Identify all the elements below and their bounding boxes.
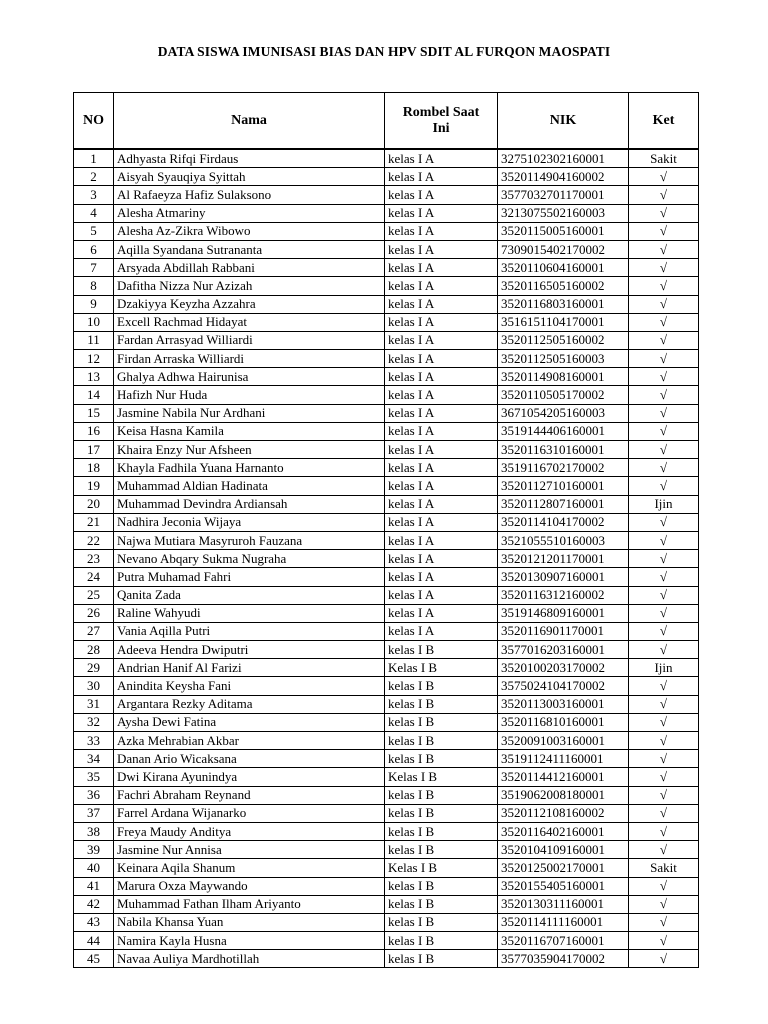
cell-ket: √ bbox=[629, 841, 699, 859]
cell-ket: √ bbox=[629, 932, 699, 950]
cell-rombel: kelas I B bbox=[385, 895, 498, 913]
table-row bbox=[74, 186, 699, 204]
cell-rombel: Kelas I B bbox=[385, 768, 498, 786]
cell-ket: √ bbox=[629, 677, 699, 695]
cell-no: 24 bbox=[74, 568, 114, 586]
table-row bbox=[74, 932, 699, 950]
cell-nik: 3520100203170002 bbox=[498, 659, 629, 677]
cell-no: 32 bbox=[74, 713, 114, 731]
table-row bbox=[74, 259, 699, 277]
table-row bbox=[74, 350, 699, 368]
cell-no: 20 bbox=[74, 495, 114, 513]
cell-nik: 3520116707160001 bbox=[498, 932, 629, 950]
cell-nama: Aysha Dewi Fatina bbox=[114, 713, 385, 731]
cell-no: 35 bbox=[74, 768, 114, 786]
table-row bbox=[74, 149, 699, 168]
cell-ket: √ bbox=[629, 204, 699, 222]
cell-rombel: kelas I B bbox=[385, 713, 498, 731]
cell-no: 18 bbox=[74, 459, 114, 477]
header-ket: Ket bbox=[629, 93, 699, 150]
cell-no: 22 bbox=[74, 531, 114, 549]
cell-ket: √ bbox=[629, 350, 699, 368]
cell-ket: √ bbox=[629, 477, 699, 495]
cell-no: 13 bbox=[74, 368, 114, 386]
cell-rombel: kelas I B bbox=[385, 913, 498, 931]
cell-no: 45 bbox=[74, 950, 114, 968]
cell-nama: Dzakiyya Keyzha Azzahra bbox=[114, 295, 385, 313]
cell-nik: 3520104109160001 bbox=[498, 841, 629, 859]
cell-no: 10 bbox=[74, 313, 114, 331]
cell-rombel: Kelas I B bbox=[385, 859, 498, 877]
cell-no: 27 bbox=[74, 622, 114, 640]
cell-nik: 3520112108160002 bbox=[498, 804, 629, 822]
cell-nik: 7309015402170002 bbox=[498, 240, 629, 258]
cell-ket: √ bbox=[629, 186, 699, 204]
cell-rombel: kelas I A bbox=[385, 495, 498, 513]
cell-no: 30 bbox=[74, 677, 114, 695]
table-body bbox=[74, 149, 699, 968]
cell-nama: Freya Maudy Anditya bbox=[114, 822, 385, 840]
cell-nama: Alesha Az-Zikra Wibowo bbox=[114, 222, 385, 240]
cell-no: 43 bbox=[74, 913, 114, 931]
table-row bbox=[74, 386, 699, 404]
cell-nik: 3520125002170001 bbox=[498, 859, 629, 877]
cell-rombel: kelas I B bbox=[385, 877, 498, 895]
header-no: NO bbox=[74, 93, 114, 150]
cell-no: 11 bbox=[74, 331, 114, 349]
cell-rombel: kelas I B bbox=[385, 841, 498, 859]
cell-nik: 3577016203160001 bbox=[498, 641, 629, 659]
cell-nama: Nabila Khansa Yuan bbox=[114, 913, 385, 931]
cell-nama: Jasmine Nabila Nur Ardhani bbox=[114, 404, 385, 422]
table-row bbox=[74, 331, 699, 349]
table-row bbox=[74, 713, 699, 731]
table-row bbox=[74, 622, 699, 640]
table-row bbox=[74, 295, 699, 313]
cell-ket: √ bbox=[629, 259, 699, 277]
cell-nama: Ghalya Adhwa Hairunisa bbox=[114, 368, 385, 386]
cell-ket: √ bbox=[629, 531, 699, 549]
student-table bbox=[73, 92, 699, 968]
cell-no: 39 bbox=[74, 841, 114, 859]
cell-rombel: Kelas I B bbox=[385, 659, 498, 677]
cell-nik: 3520113003160001 bbox=[498, 695, 629, 713]
cell-ket: √ bbox=[629, 240, 699, 258]
cell-nik: 3520112505160003 bbox=[498, 350, 629, 368]
cell-nama: Aisyah Syauqiya Syittah bbox=[114, 168, 385, 186]
table-row bbox=[74, 550, 699, 568]
table-row bbox=[74, 240, 699, 258]
cell-no: 4 bbox=[74, 204, 114, 222]
table-row bbox=[74, 859, 699, 877]
cell-rombel: kelas I A bbox=[385, 550, 498, 568]
cell-ket: √ bbox=[629, 641, 699, 659]
cell-nama: Nadhira Jeconia Wijaya bbox=[114, 513, 385, 531]
cell-nama: Qanita Zada bbox=[114, 586, 385, 604]
cell-rombel: kelas I A bbox=[385, 586, 498, 604]
cell-nama: Keinara Aqila Shanum bbox=[114, 859, 385, 877]
cell-rombel: kelas I A bbox=[385, 277, 498, 295]
cell-rombel: kelas I A bbox=[385, 622, 498, 640]
cell-no: 2 bbox=[74, 168, 114, 186]
cell-nama: Khayla Fadhila Yuana Harnanto bbox=[114, 459, 385, 477]
cell-nama: Dafitha Nizza Nur Azizah bbox=[114, 277, 385, 295]
cell-no: 28 bbox=[74, 641, 114, 659]
cell-rombel: kelas I B bbox=[385, 786, 498, 804]
cell-no: 36 bbox=[74, 786, 114, 804]
cell-no: 41 bbox=[74, 877, 114, 895]
cell-nama: Aqilla Syandana Sutrananta bbox=[114, 240, 385, 258]
cell-nik: 3519116702170002 bbox=[498, 459, 629, 477]
cell-nama: Nevano Abqary Sukma Nugraha bbox=[114, 550, 385, 568]
cell-no: 21 bbox=[74, 513, 114, 531]
cell-no: 16 bbox=[74, 422, 114, 440]
table-row bbox=[74, 895, 699, 913]
cell-rombel: kelas I A bbox=[385, 186, 498, 204]
cell-nama: Adeeva Hendra Dwiputri bbox=[114, 641, 385, 659]
cell-nik: 3519146809160001 bbox=[498, 604, 629, 622]
table-header-row bbox=[74, 93, 699, 150]
cell-no: 7 bbox=[74, 259, 114, 277]
cell-ket: √ bbox=[629, 295, 699, 313]
cell-ket: √ bbox=[629, 386, 699, 404]
cell-ket: √ bbox=[629, 913, 699, 931]
cell-ket: √ bbox=[629, 441, 699, 459]
cell-nik: 3520155405160001 bbox=[498, 877, 629, 895]
cell-no: 12 bbox=[74, 350, 114, 368]
table-row bbox=[74, 313, 699, 331]
cell-nik: 3519112411160001 bbox=[498, 750, 629, 768]
cell-no: 6 bbox=[74, 240, 114, 258]
cell-nik: 3520114104170002 bbox=[498, 513, 629, 531]
cell-nama: Danan Ario Wicaksana bbox=[114, 750, 385, 768]
cell-nik: 3520114412160001 bbox=[498, 768, 629, 786]
table-row bbox=[74, 695, 699, 713]
cell-no: 42 bbox=[74, 895, 114, 913]
table-row bbox=[74, 804, 699, 822]
cell-rombel: kelas I B bbox=[385, 677, 498, 695]
cell-nik: 3213075502160003 bbox=[498, 204, 629, 222]
table-row bbox=[74, 495, 699, 513]
cell-rombel: kelas I A bbox=[385, 222, 498, 240]
cell-nik: 3520112807160001 bbox=[498, 495, 629, 513]
cell-no: 3 bbox=[74, 186, 114, 204]
cell-rombel: kelas I B bbox=[385, 750, 498, 768]
cell-nik: 3520121201170001 bbox=[498, 550, 629, 568]
cell-nama: Muhammad Fathan Ilham Ariyanto bbox=[114, 895, 385, 913]
cell-ket: √ bbox=[629, 459, 699, 477]
cell-nik: 3520130907160001 bbox=[498, 568, 629, 586]
cell-nama: Arsyada Abdillah Rabbani bbox=[114, 259, 385, 277]
cell-ket: √ bbox=[629, 822, 699, 840]
cell-rombel: kelas I A bbox=[385, 168, 498, 186]
cell-ket: √ bbox=[629, 168, 699, 186]
cell-nik: 3520114904160002 bbox=[498, 168, 629, 186]
cell-rombel: kelas I A bbox=[385, 350, 498, 368]
table-row bbox=[74, 822, 699, 840]
cell-rombel: kelas I B bbox=[385, 641, 498, 659]
cell-nik: 3520112710160001 bbox=[498, 477, 629, 495]
cell-rombel: kelas I A bbox=[385, 295, 498, 313]
cell-nama: Muhammad Aldian Hadinata bbox=[114, 477, 385, 495]
header-nama: Nama bbox=[114, 93, 385, 150]
cell-nama: Azka Mehrabian Akbar bbox=[114, 732, 385, 750]
cell-nama: Muhammad Devindra Ardiansah bbox=[114, 495, 385, 513]
cell-nama: Keisa Hasna Kamila bbox=[114, 422, 385, 440]
table-row bbox=[74, 913, 699, 931]
cell-nik: 3520091003160001 bbox=[498, 732, 629, 750]
cell-rombel: kelas I A bbox=[385, 204, 498, 222]
cell-ket: √ bbox=[629, 331, 699, 349]
cell-nik: 3520114111160001 bbox=[498, 913, 629, 931]
cell-no: 5 bbox=[74, 222, 114, 240]
cell-nik: 3519144406160001 bbox=[498, 422, 629, 440]
header-rombel: Rombel Saat Ini bbox=[385, 93, 498, 150]
cell-nama: Najwa Mutiara Masyruroh Fauzana bbox=[114, 531, 385, 549]
cell-nik: 3520110505170002 bbox=[498, 386, 629, 404]
cell-rombel: kelas I A bbox=[385, 422, 498, 440]
cell-rombel: kelas I B bbox=[385, 695, 498, 713]
cell-ket: √ bbox=[629, 404, 699, 422]
cell-nama: Namira Kayla Husna bbox=[114, 932, 385, 950]
cell-rombel: kelas I A bbox=[385, 604, 498, 622]
cell-ket: √ bbox=[629, 550, 699, 568]
cell-no: 17 bbox=[74, 441, 114, 459]
cell-no: 29 bbox=[74, 659, 114, 677]
table-row bbox=[74, 168, 699, 186]
cell-nik: 3520110604160001 bbox=[498, 259, 629, 277]
cell-ket: √ bbox=[629, 586, 699, 604]
table-row bbox=[74, 877, 699, 895]
table-row bbox=[74, 531, 699, 549]
cell-nik: 3520116310160001 bbox=[498, 441, 629, 459]
table-row bbox=[74, 586, 699, 604]
cell-nik: 3519062008180001 bbox=[498, 786, 629, 804]
cell-ket: Ijin bbox=[629, 659, 699, 677]
document-title: DATA SISWA IMUNISASI BIAS DAN HPV SDIT AL FURQON MAOSPATI bbox=[157, 44, 611, 59]
cell-rombel: kelas I A bbox=[385, 259, 498, 277]
cell-rombel: kelas I B bbox=[385, 950, 498, 968]
cell-nama: Fardan Arrasyad Williardi bbox=[114, 331, 385, 349]
cell-no: 8 bbox=[74, 277, 114, 295]
table-row bbox=[74, 768, 699, 786]
cell-no: 44 bbox=[74, 932, 114, 950]
cell-nik: 3521055510160003 bbox=[498, 531, 629, 549]
cell-no: 15 bbox=[74, 404, 114, 422]
cell-rombel: kelas I B bbox=[385, 822, 498, 840]
cell-no: 40 bbox=[74, 859, 114, 877]
table-row bbox=[74, 841, 699, 859]
table-row bbox=[74, 513, 699, 531]
cell-ket: √ bbox=[629, 732, 699, 750]
cell-rombel: kelas I B bbox=[385, 932, 498, 950]
cell-nama: Dwi Kirana Ayunindya bbox=[114, 768, 385, 786]
cell-ket: √ bbox=[629, 804, 699, 822]
cell-rombel: kelas I A bbox=[385, 531, 498, 549]
cell-rombel: kelas I A bbox=[385, 513, 498, 531]
cell-rombel: kelas I A bbox=[385, 331, 498, 349]
cell-rombel: kelas I A bbox=[385, 441, 498, 459]
table-row bbox=[74, 368, 699, 386]
cell-rombel: kelas I A bbox=[385, 459, 498, 477]
cell-nama: Firdan Arraska Williardi bbox=[114, 350, 385, 368]
cell-nama: Al Rafaeyza Hafiz Sulaksono bbox=[114, 186, 385, 204]
cell-no: 1 bbox=[74, 149, 114, 168]
cell-rombel: kelas I B bbox=[385, 804, 498, 822]
cell-nama: Marura Oxza Maywando bbox=[114, 877, 385, 895]
cell-no: 31 bbox=[74, 695, 114, 713]
cell-nik: 3520114908160001 bbox=[498, 368, 629, 386]
cell-ket: Ijin bbox=[629, 495, 699, 513]
cell-ket: √ bbox=[629, 713, 699, 731]
cell-nik: 3577032701170001 bbox=[498, 186, 629, 204]
cell-nama: Anindita Keysha Fani bbox=[114, 677, 385, 695]
cell-nik: 3520116312160002 bbox=[498, 586, 629, 604]
cell-ket: √ bbox=[629, 277, 699, 295]
cell-nama: Adhyasta Rifqi Firdaus bbox=[114, 149, 385, 168]
cell-nama: Argantara Rezky Aditama bbox=[114, 695, 385, 713]
cell-rombel: kelas I A bbox=[385, 404, 498, 422]
cell-no: 37 bbox=[74, 804, 114, 822]
cell-ket: √ bbox=[629, 622, 699, 640]
table-row bbox=[74, 786, 699, 804]
cell-ket: √ bbox=[629, 786, 699, 804]
table-row bbox=[74, 604, 699, 622]
table-row bbox=[74, 641, 699, 659]
cell-ket: √ bbox=[629, 368, 699, 386]
cell-no: 38 bbox=[74, 822, 114, 840]
cell-nik: 3520115005160001 bbox=[498, 222, 629, 240]
cell-rombel: kelas I A bbox=[385, 240, 498, 258]
cell-nama: Raline Wahyudi bbox=[114, 604, 385, 622]
cell-ket: √ bbox=[629, 695, 699, 713]
cell-ket: √ bbox=[629, 313, 699, 331]
table-row bbox=[74, 441, 699, 459]
cell-ket: √ bbox=[629, 877, 699, 895]
cell-no: 23 bbox=[74, 550, 114, 568]
cell-ket: √ bbox=[629, 513, 699, 531]
cell-nik: 3575024104170002 bbox=[498, 677, 629, 695]
cell-ket: √ bbox=[629, 604, 699, 622]
cell-nama: Navaa Auliya Mardhotillah bbox=[114, 950, 385, 968]
cell-no: 25 bbox=[74, 586, 114, 604]
table-row bbox=[74, 204, 699, 222]
table-row bbox=[74, 568, 699, 586]
table-row bbox=[74, 677, 699, 695]
cell-nik: 3516151104170001 bbox=[498, 313, 629, 331]
cell-nik: 3275102302160001 bbox=[498, 149, 629, 168]
cell-nik: 3520116810160001 bbox=[498, 713, 629, 731]
cell-rombel: kelas I A bbox=[385, 368, 498, 386]
cell-ket: √ bbox=[629, 950, 699, 968]
cell-ket: √ bbox=[629, 895, 699, 913]
cell-nama: Vania Aqilla Putri bbox=[114, 622, 385, 640]
cell-ket: Sakit bbox=[629, 149, 699, 168]
cell-nama: Fachri Abraham Reynand bbox=[114, 786, 385, 804]
cell-ket: Sakit bbox=[629, 859, 699, 877]
cell-nama: Alesha Atmariny bbox=[114, 204, 385, 222]
cell-no: 34 bbox=[74, 750, 114, 768]
cell-nik: 3577035904170002 bbox=[498, 950, 629, 968]
table-row bbox=[74, 732, 699, 750]
table-row bbox=[74, 459, 699, 477]
cell-nama: Jasmine Nur Annisa bbox=[114, 841, 385, 859]
cell-rombel: kelas I B bbox=[385, 732, 498, 750]
header-nik: NIK bbox=[498, 93, 629, 150]
cell-nama: Putra Muhamad Fahri bbox=[114, 568, 385, 586]
cell-no: 9 bbox=[74, 295, 114, 313]
cell-nik: 3520116402160001 bbox=[498, 822, 629, 840]
cell-rombel: kelas I A bbox=[385, 477, 498, 495]
cell-no: 33 bbox=[74, 732, 114, 750]
table-row bbox=[74, 404, 699, 422]
cell-nik: 3671054205160003 bbox=[498, 404, 629, 422]
cell-no: 26 bbox=[74, 604, 114, 622]
cell-nik: 3520116505160002 bbox=[498, 277, 629, 295]
table-row bbox=[74, 659, 699, 677]
cell-nama: Khaira Enzy Nur Afsheen bbox=[114, 441, 385, 459]
cell-ket: √ bbox=[629, 768, 699, 786]
cell-no: 14 bbox=[74, 386, 114, 404]
table-row bbox=[74, 750, 699, 768]
cell-rombel: kelas I A bbox=[385, 149, 498, 168]
cell-nik: 3520116901170001 bbox=[498, 622, 629, 640]
cell-ket: √ bbox=[629, 422, 699, 440]
cell-rombel: kelas I A bbox=[385, 386, 498, 404]
cell-nama: Farrel Ardana Wijanarko bbox=[114, 804, 385, 822]
table-row bbox=[74, 422, 699, 440]
cell-nama: Andrian Hanif Al Farizi bbox=[114, 659, 385, 677]
table-row bbox=[74, 950, 699, 968]
cell-ket: √ bbox=[629, 222, 699, 240]
cell-nik: 3520116803160001 bbox=[498, 295, 629, 313]
cell-no: 19 bbox=[74, 477, 114, 495]
cell-ket: √ bbox=[629, 568, 699, 586]
cell-nama: Excell Rachmad Hidayat bbox=[114, 313, 385, 331]
table-row bbox=[74, 222, 699, 240]
cell-nik: 3520130311160001 bbox=[498, 895, 629, 913]
table-row bbox=[74, 277, 699, 295]
cell-nama: Hafizh Nur Huda bbox=[114, 386, 385, 404]
cell-nik: 3520112505160002 bbox=[498, 331, 629, 349]
table-row bbox=[74, 477, 699, 495]
cell-rombel: kelas I A bbox=[385, 568, 498, 586]
cell-rombel: kelas I A bbox=[385, 313, 498, 331]
cell-ket: √ bbox=[629, 750, 699, 768]
